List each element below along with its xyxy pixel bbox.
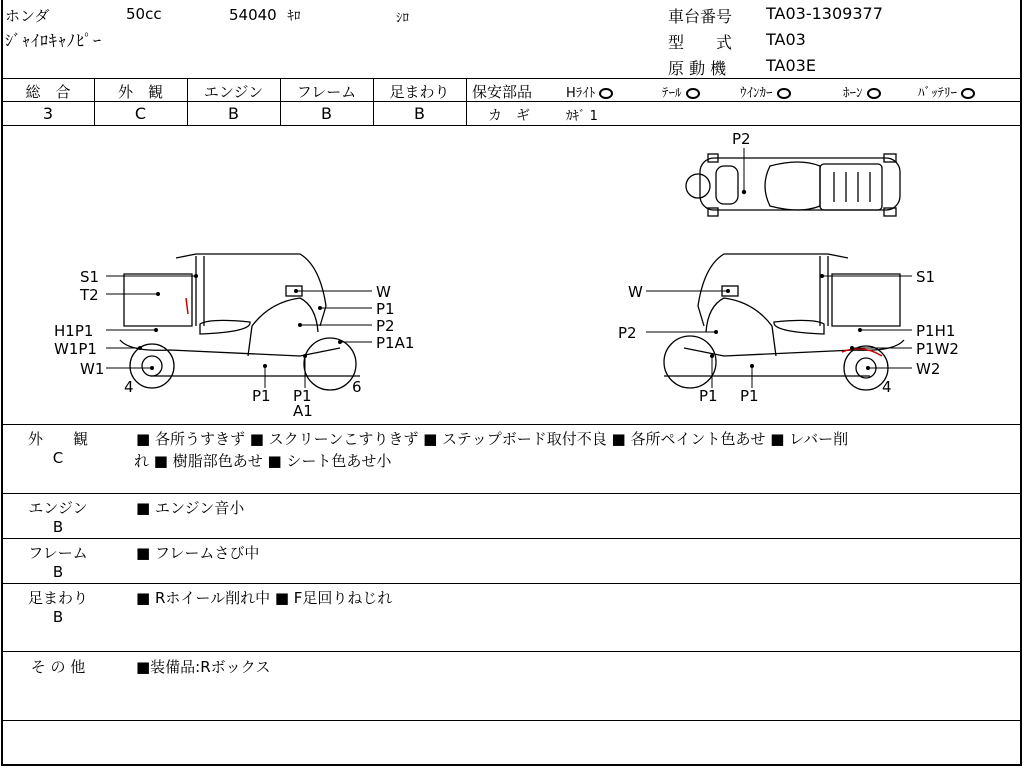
ok-circle-icon: [961, 88, 975, 99]
color: ｼﾛ: [396, 11, 409, 26]
displacement: 50cc: [126, 5, 162, 23]
left-label-t2: T2: [80, 286, 99, 304]
safety-title: 保安部品: [472, 83, 533, 101]
left-leaders: [106, 276, 372, 388]
top-label: P2: [732, 130, 751, 148]
divider: [466, 101, 1022, 102]
remark-text-frame: ■ フレームさび中: [136, 544, 260, 562]
ok-circle-icon: [686, 88, 700, 99]
ok-circle-icon: [867, 88, 881, 99]
safety-horn: ﾎｰﾝ: [843, 82, 881, 101]
right-label-p2: P2: [618, 324, 637, 342]
key-value: ｶｷﾞ 1: [566, 109, 598, 124]
left-label-a1: A1: [293, 402, 313, 420]
engine-label: 原 動 機: [668, 59, 727, 78]
remark-text-exterior-cont: れ ■ 樹脂部色あせ ■ シート色あせ小: [134, 452, 392, 470]
left-label-p1-lower: P1: [252, 387, 271, 405]
right-leaders: [646, 276, 912, 388]
left-label-p1: P1: [376, 300, 395, 318]
remark-cat-other: そ の 他: [30, 658, 86, 676]
grade-exterior-value: C: [134, 104, 147, 123]
remark-grade-exterior: C: [52, 449, 64, 467]
ok-circle-icon: [777, 88, 791, 99]
left-label-4: 4: [124, 378, 134, 396]
divider: [2, 493, 1022, 494]
grade-overall-value: 3: [42, 104, 54, 123]
divider: [2, 583, 1022, 584]
left-label-p1-front: P1: [293, 387, 312, 405]
safety-battery: ﾊﾞｯﾃﾘｰ: [918, 82, 975, 101]
grade-exterior-label: 外 観: [117, 83, 163, 101]
maker: ホンダ: [5, 7, 50, 25]
ok-circle-icon: [599, 88, 613, 99]
grade-engine-value: B: [228, 104, 239, 123]
engine-value: TA03E: [766, 56, 816, 75]
mileage: [229, 5, 301, 24]
damage-diagram: [0, 126, 1024, 424]
remark-text-exterior: ■ 各所うすきず ■ スクリーンこすりきず ■ ステップボード取付不良 ■ 各所ペイント色あせ ■ レバー削: [136, 430, 849, 448]
left-view-scooter: [120, 254, 360, 390]
left-dots: [138, 274, 342, 370]
left-label-w: W: [376, 283, 391, 301]
mileage-unit: ｷﾛ: [287, 9, 301, 24]
grade-suspension-value: B: [414, 104, 425, 123]
remark-grade-engine: B: [52, 518, 64, 536]
left-label-s1: S1: [80, 268, 100, 286]
key-label: カ ギ: [488, 108, 530, 124]
grade-suspension-label: 足まわり: [389, 83, 450, 101]
grade-frame-label: フレーム: [296, 83, 357, 101]
remark-text-suspension: ■ Rホイール削れ中 ■ F足回りねじれ: [136, 589, 393, 607]
remark-grade-suspension: B: [52, 608, 64, 626]
chassis-number: TA03-1309377: [766, 4, 883, 23]
remark-cat-frame: フレーム: [28, 544, 88, 562]
right-label-p1-front: P1: [699, 387, 718, 405]
safety-tail: ﾃｰﾙ: [662, 82, 700, 101]
right-label-p1w2: P1W2: [916, 340, 959, 358]
left-label-h1p1: H1P1: [54, 322, 94, 340]
divider: [2, 78, 1022, 79]
left-label-w1: W1: [80, 360, 105, 378]
divider: [2, 720, 1022, 721]
model-name: ｼﾞｬｲﾛｷｬﾉﾋﾟｰ: [5, 31, 103, 50]
remark-grade-frame: B: [52, 563, 64, 581]
mileage-value: 54040: [229, 6, 277, 24]
chassis-label: 車台番号: [668, 7, 733, 26]
right-label-p1-lower: P1: [740, 387, 759, 405]
remark-text-engine: ■ エンジン音小: [136, 499, 245, 517]
remark-cat-suspension: 足まわり: [27, 589, 88, 607]
type-label: 型 式: [668, 33, 733, 52]
left-label-w1p1: W1P1: [54, 340, 97, 358]
damage-dot: [742, 190, 746, 194]
remark-text-other: ■装備品:Rボックス: [136, 658, 271, 676]
divider: [2, 538, 1022, 539]
safety-headlight: Hﾗｲﾄ: [566, 82, 613, 101]
grade-overall-label: 総 合: [25, 83, 71, 101]
right-label-s1: S1: [916, 268, 936, 286]
left-label-p1a1: P1A1: [376, 334, 415, 352]
scratch-mark: [186, 298, 188, 314]
type-value: TA03: [766, 30, 806, 49]
right-label-w: W: [628, 283, 643, 301]
grade-engine-label: エンジン: [203, 83, 264, 101]
remark-cat-engine: エンジン: [28, 499, 88, 517]
right-label-p1h1: P1H1: [916, 322, 956, 340]
divider: [2, 651, 1022, 652]
right-label-4: 4: [882, 378, 892, 396]
remark-cat-exterior: 外 観: [27, 430, 88, 448]
right-label-w2: W2: [916, 360, 941, 378]
safety-winker: ｳｲﾝｶｰ: [740, 82, 791, 101]
top-view-scooter: [686, 154, 900, 216]
left-label-p2: P2: [376, 317, 395, 335]
divider: [2, 424, 1022, 425]
grade-frame-value: B: [321, 104, 332, 123]
left-label-6: 6: [352, 378, 362, 396]
